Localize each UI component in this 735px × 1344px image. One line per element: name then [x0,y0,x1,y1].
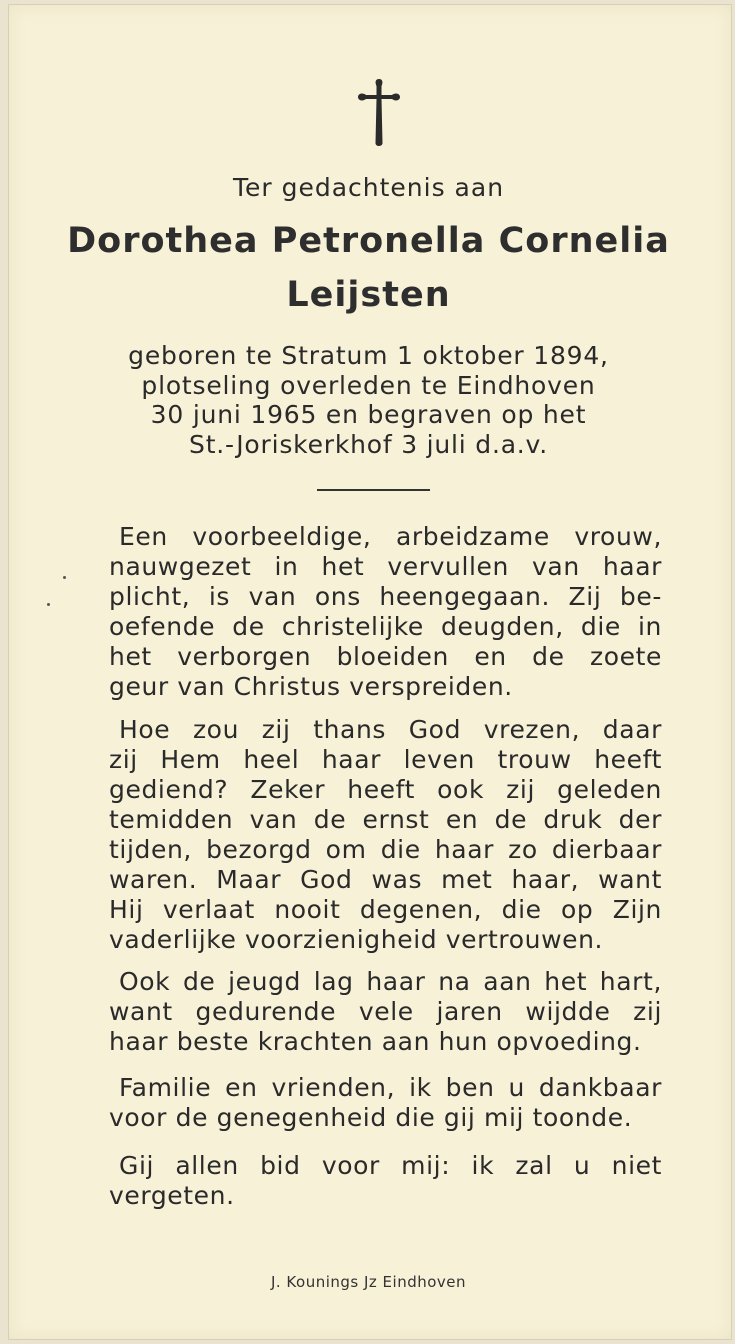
bio-line: 30 juni 1965 en begraven op het [150,400,587,429]
paragraph-line: Hoe zou zij thans God vrezen, daar [119,715,662,744]
paragraph-line: zij Hem heel haar leven trouw heeft [109,745,662,774]
paragraph-1 [109,522,662,702]
paragraph-line: Ook de jeugd lag haar na aan het hart, [119,967,662,996]
paragraph-line: waren. Maar God was met haar, want [109,865,662,894]
paragraph-line: vaderlijke voorzienigheid vertrouwen. [109,925,604,954]
paragraph-line: Gij allen bid voor mij: ik zal u niet [119,1151,662,1180]
paragraph-line: tijden, bezorgd om die haar zo dierbaar [109,835,662,864]
divider-line [317,489,430,491]
paragraph-line: geur van Christus verspreiden. [109,672,513,701]
paragraph-5 [109,1151,662,1211]
deceased-name: Dorothea Petronella Cornelia [67,221,670,261]
paragraph-line: temidden van de ernst en de druk der [109,805,662,834]
paragraph-line: vergeten. [109,1181,235,1210]
biographical-details [1,341,735,459]
bio-line: St.-Joriskerkhof 3 juli d.a.v. [189,429,548,459]
bio-line: geboren te Stratum 1 oktober 1894, [128,341,609,370]
paragraph-2 [109,715,662,955]
paragraph-line: het verborgen bloeiden en de zoete [109,642,662,671]
paragraph-line: haar beste krachten aan hun opvoeding. [109,1027,642,1056]
paragraph-line: Hij verlaat nooit degenen, die op Zijn [109,895,662,924]
speck-mark [63,576,66,579]
paragraph-line: want gedurende vele jaren wijdde zij [109,997,662,1026]
memorial-card [8,4,732,1340]
paragraph-line: voor de genegenheid die gij mij toonde. [109,1103,633,1132]
paragraph-line: Familie en vrienden, ik ben u dankbaar [119,1073,662,1102]
bio-line: plotseling overleden te Eindhoven [141,370,596,400]
paragraph-4 [109,1073,662,1133]
paragraph-line: Een voorbeeldige, arbeidzame vrouw, [119,522,662,551]
cross-icon [358,77,400,149]
deceased-surname: Leijsten [286,275,451,315]
printer-credit: J. Kounings Jz Eindhoven [270,1273,467,1291]
paragraph-3 [109,967,662,1057]
paragraph-line: plicht, is van ons heengegaan. Zij be- [109,582,662,611]
paragraph-line: nauwgezet in het vervullen van haar [109,552,662,581]
paragraph-line: gediend? Zeker heeft ook zij geleden [109,775,662,804]
intro-text: Ter gedachtenis aan [232,173,505,202]
speck-mark [47,603,50,606]
paragraph-line: oefende de christelijke deugden, die in [109,612,662,641]
